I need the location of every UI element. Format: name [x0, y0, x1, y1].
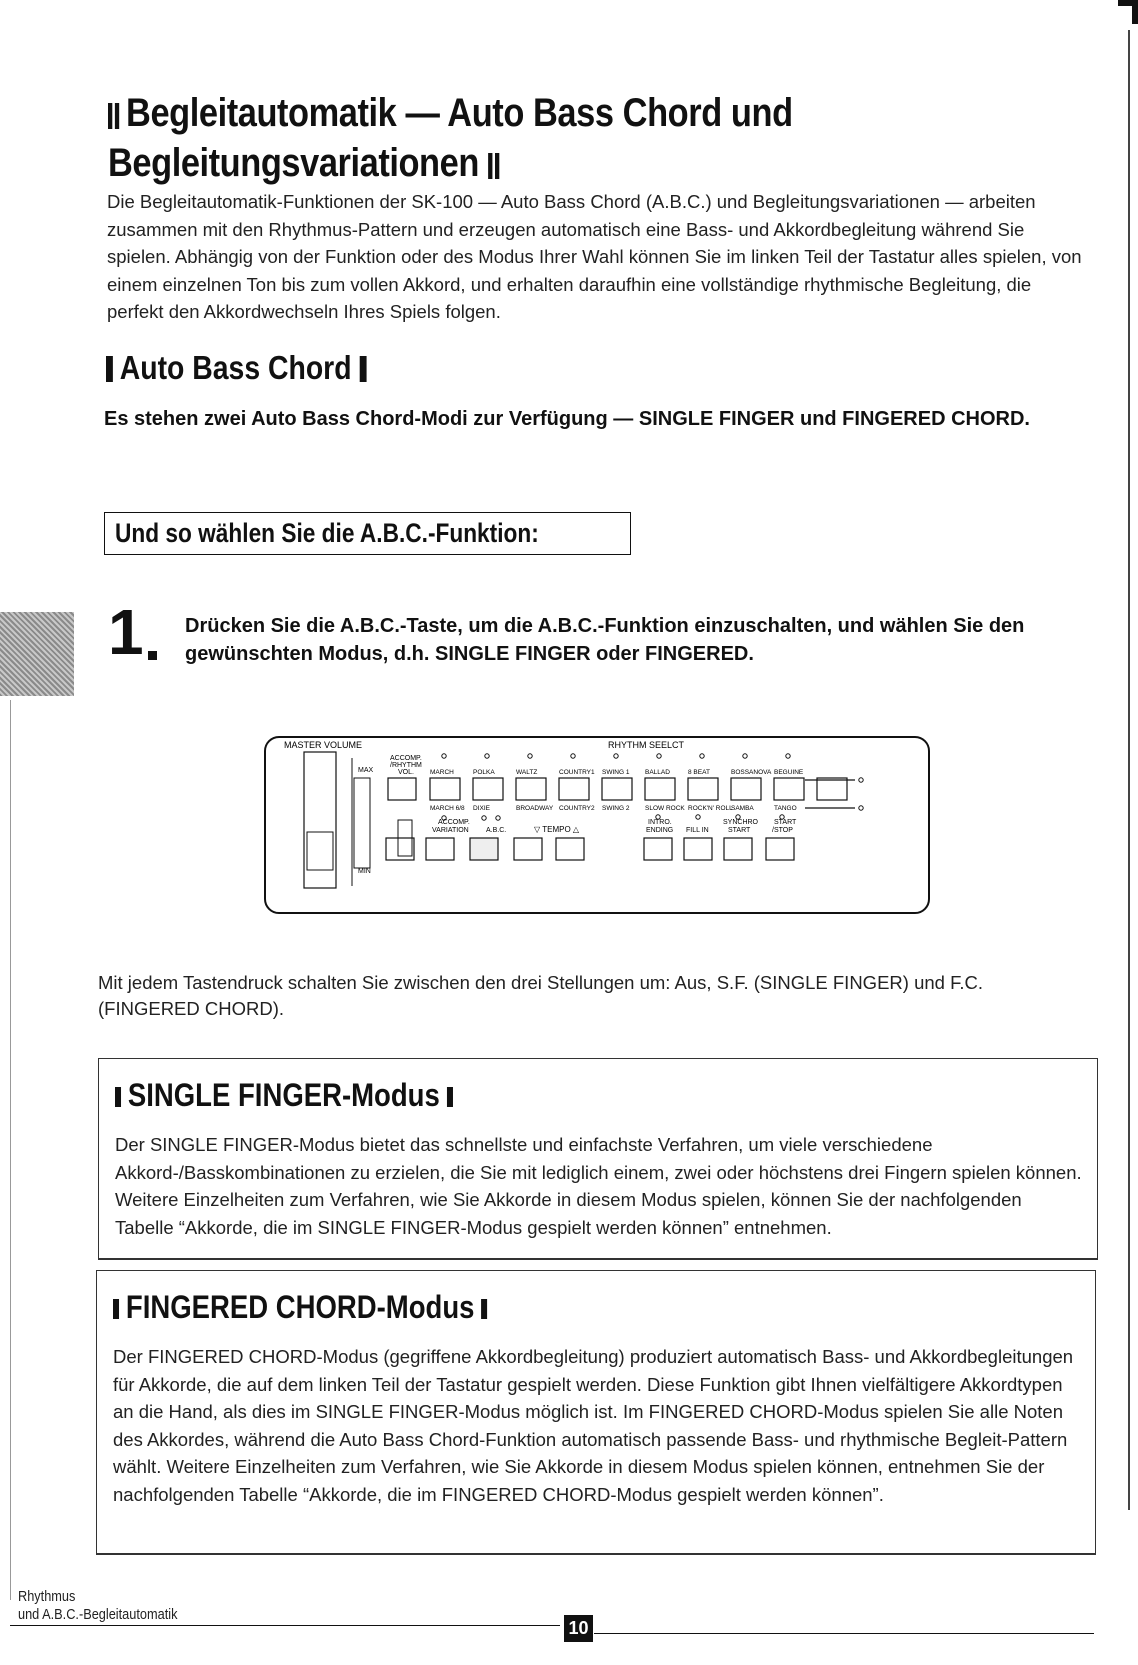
title-line-1: Begleitautomatik — Auto Bass Chord und — [126, 91, 793, 135]
intro-paragraph: Die Begleitautomatik-Funktionen der SK-100 — Auto Bass Chord (A.B.C.) und Begleitungsvariationen — arbeiten zusammen mit den Rhythmus-Pattern und erzeugen automatisch eine Bass- und Akkordbegleitung während Sie spielen. Abhängig von der Funktion oder des Modus Ihrer Wahl können Sie im linken Teil der Tastatur alles spielen, von einem einzelnen Ton bis zum vollen Akkord, und erhalten daraufhin eine vollständige rhythmische Begleitung, die perfekt den Akkordwechseln Ihres Spiels folgen. — [107, 191, 1082, 322]
fingered-chord-heading — [113, 1287, 494, 1327]
rhythm-button[interactable] — [559, 778, 589, 800]
rhythm-button[interactable] — [688, 778, 718, 800]
start-stop-label-2: /STOP — [772, 827, 793, 834]
single-finger-text: Der SINGLE FINGER-Modus bietet das schnellste und einfachste Verfahren, um viele verschiedene Akkord-/Basskombinationen zu erzielen, die Sie mit lediglich einem, zwei oder höchstens drei Fingern spielen können. Weitere Einzelheiten zum Verfahren, wie Sie Akkorde in diesem Modus spielen, können Sie der nachfolgenden Tabelle “Akkorde, die im SINGLE FINGER-Modus gespielt werden können” entnehmen. — [115, 1134, 1082, 1238]
abc-heading-text: Auto Bass Chord — [119, 349, 352, 386]
rhythm-label-top: BOSSANOVA — [731, 769, 772, 776]
heading-bullet-icon — [113, 1299, 119, 1319]
fingered-chord-text: Der FINGERED CHORD-Modus (gegriffene Akkordbegleitung) produziert automatisch Bass- und Akkordbegleitungen für Akkorde, die auf dem linken Teil der Tastatur gespielt werden. Diese Funktion gibt Ihnen vielfältigere Akkordtypen an die Hand, als dies im SINGLE FINGER-Modus möglich ist. Im FINGERED CHORD-Modus spielen Sie alle Noten des Akkordes, während die Auto Bass Chord-Funktion automatisch passende Bass- und rhythmische Begleit-Pattern wählt. Weitere Einzelheiten zum Verfahren, wie Sie Akkorde in diesem Modus spielen können, entnehmen Sie der nachfolgenden Tabelle “Akkorde, die im FINGERED CHORD-Modus gespielt werden können”. — [113, 1346, 1074, 1505]
rhythm-button[interactable] — [774, 778, 804, 800]
indicator-led — [859, 778, 863, 782]
accomp-vol-label-3: VOL. — [398, 769, 414, 776]
level-meter — [354, 778, 370, 868]
footer-rule-right — [594, 1633, 1094, 1634]
fill-in-led — [696, 815, 700, 819]
min-label: MIN — [358, 868, 371, 875]
heading-bullet-icon — [481, 1299, 487, 1319]
rhythm-led — [442, 754, 446, 758]
rhythm-label-bottom: DIXIE — [473, 805, 490, 812]
single-finger-box — [98, 1058, 1098, 1260]
abc-label: A.B.C. — [486, 827, 507, 834]
accomp-variation-button[interactable] — [426, 838, 454, 860]
single-finger-heading — [115, 1075, 460, 1115]
tempo-label-text: TEMPO — [542, 825, 571, 834]
accomp-variation-label-1: ACCOMP. — [438, 819, 470, 826]
rhythm-led — [528, 754, 532, 758]
start-stop-label-1: START — [774, 819, 797, 826]
rhythm-label-top: MARCH — [430, 769, 454, 776]
rhythm-led — [485, 754, 489, 758]
rhythm-led — [700, 754, 704, 758]
title-bullet-icon — [108, 103, 112, 129]
rhythm-label-top: POLKA — [473, 769, 495, 776]
accomp-vol-label-2: /RHYTHM — [390, 762, 422, 769]
footer-line-2: und A.B.C.-Begleitautomatik — [18, 1606, 178, 1623]
title-bullet-icon — [488, 153, 492, 179]
abc-led-2 — [496, 816, 500, 820]
rhythm-label-bottom: SWING 2 — [602, 805, 630, 812]
panel-outline — [265, 737, 929, 913]
rhythm-label-top: BEGUINE — [774, 769, 804, 776]
rhythm-variation-button[interactable] — [817, 778, 847, 800]
heading-bullet-icon — [359, 356, 366, 382]
title-bullet-icon — [495, 153, 499, 179]
rhythm-button[interactable] — [645, 778, 675, 800]
rhythm-label-top: SWING 1 — [602, 769, 630, 776]
intro-ending-label-1: INTRO. — [648, 819, 672, 826]
step-number: 1 — [108, 596, 144, 668]
rhythm-label-top: 8 BEAT — [688, 769, 710, 776]
rhythm-button[interactable] — [430, 778, 460, 800]
control-panel-diagram — [264, 736, 930, 914]
page-number: 10 — [564, 1615, 593, 1642]
rhythm-label-bottom: MARCH 6/8 — [430, 805, 465, 812]
abc-modes-text: Es stehen zwei Auto Bass Chord-Modi zur Verfügung — SINGLE FINGER und FINGERED CHORD. — [104, 408, 1030, 430]
rhythm-label-bottom: SAMBA — [731, 805, 754, 812]
mode-toggle-text: Mit jedem Tastendruck schalten Sie zwischen den drei Stellungen um: Aus, S.F. (SINGLE FINGER) und F.C. (FINGERED CHORD). — [98, 972, 983, 1019]
title-bullet-icon — [115, 103, 119, 129]
fill-in-label: FILL IN — [686, 827, 709, 834]
rhythm-led — [786, 754, 790, 758]
rhythm-label-bottom: BROADWAY — [516, 805, 554, 812]
master-volume-knob[interactable] — [307, 832, 333, 870]
footer-line-1: Rhythmus — [18, 1588, 76, 1605]
accomp-vol-label-1: ACCOMP. — [390, 755, 422, 762]
rhythm-label-bottom: SLOW ROCK — [645, 805, 685, 812]
corner-mark — [1118, 0, 1138, 24]
heading-bullet-icon — [447, 1087, 453, 1107]
rhythm-button-row — [430, 754, 863, 812]
intro-ending-button[interactable] — [644, 838, 672, 860]
rhythm-label-bottom: ROCK'N' ROLL — [688, 805, 733, 812]
synchro-start-button[interactable] — [724, 838, 752, 860]
rhythm-button[interactable] — [602, 778, 632, 800]
fill-in-button[interactable] — [684, 838, 712, 860]
title-line-2: Begleitungsvariationen — [108, 141, 479, 185]
indicator-led — [859, 806, 863, 810]
howto-box — [104, 512, 631, 555]
rhythm-label-top: WALTZ — [516, 769, 538, 776]
tempo-down-button[interactable] — [514, 838, 542, 860]
tempo-up-button[interactable] — [556, 838, 584, 860]
accomp-button[interactable] — [386, 838, 414, 860]
rhythm-label-bottom: TANGO — [774, 805, 797, 812]
rhythm-label-bottom: COUNTRY2 — [559, 805, 595, 812]
rhythm-led — [614, 754, 618, 758]
heading-bullet-icon — [115, 1087, 121, 1107]
rhythm-led — [657, 754, 661, 758]
rhythm-led — [743, 754, 747, 758]
single-finger-heading-text: SINGLE FINGER-Modus — [127, 1077, 440, 1113]
accomp-variation-label-2: VARIATION — [432, 827, 469, 834]
side-tab-marker — [0, 612, 74, 696]
rhythm-led — [571, 754, 575, 758]
step-text: Drücken Sie die A.B.C.-Taste, um die A.B.C.-Funktion einzuschalten, und wählen Sie den gewünschten Modus, d.h. SINGLE FINGER oder FINGERED. — [185, 615, 1025, 665]
abc-led-1 — [482, 816, 486, 820]
synchro-start-label-2: START — [728, 827, 751, 834]
master-volume-slider[interactable] — [304, 752, 336, 888]
footer-section-label — [18, 1588, 177, 1624]
max-label: MAX — [358, 767, 374, 774]
abc-heading — [106, 348, 373, 388]
page-title — [108, 88, 1054, 188]
rhythm-button[interactable] — [516, 778, 546, 800]
fingered-chord-box — [96, 1270, 1096, 1555]
start-stop-button[interactable] — [766, 838, 794, 860]
rhythm-label-top: BALLAD — [645, 769, 670, 776]
step-square-icon — [148, 651, 157, 660]
left-margin-rule — [10, 700, 11, 1600]
control-panel-svg — [264, 736, 930, 914]
master-volume-label: MASTER VOLUME — [284, 740, 363, 750]
accomp-vol-up-button[interactable] — [388, 778, 416, 800]
intro-ending-label-2: ENDING — [646, 827, 674, 834]
rhythm-button[interactable] — [473, 778, 503, 800]
heading-bullet-icon — [106, 356, 113, 382]
footer-rule-left — [10, 1625, 560, 1626]
rhythm-label-top: COUNTRY1 — [559, 769, 595, 776]
fingered-chord-heading-text: FINGERED CHORD-Modus — [125, 1289, 475, 1325]
right-margin-rule — [1128, 30, 1130, 1510]
tempo-label: ▽ TEMPO △ — [534, 825, 580, 834]
abc-button[interactable] — [470, 838, 498, 860]
howto-title: Und so wählen Sie die A.B.C.-Funktion: — [115, 518, 539, 548]
rhythm-button[interactable] — [731, 778, 761, 800]
rhythm-select-label: RHYTHM SEELCT — [608, 740, 685, 750]
synchro-start-label-1: SYNCHRO — [723, 819, 759, 826]
